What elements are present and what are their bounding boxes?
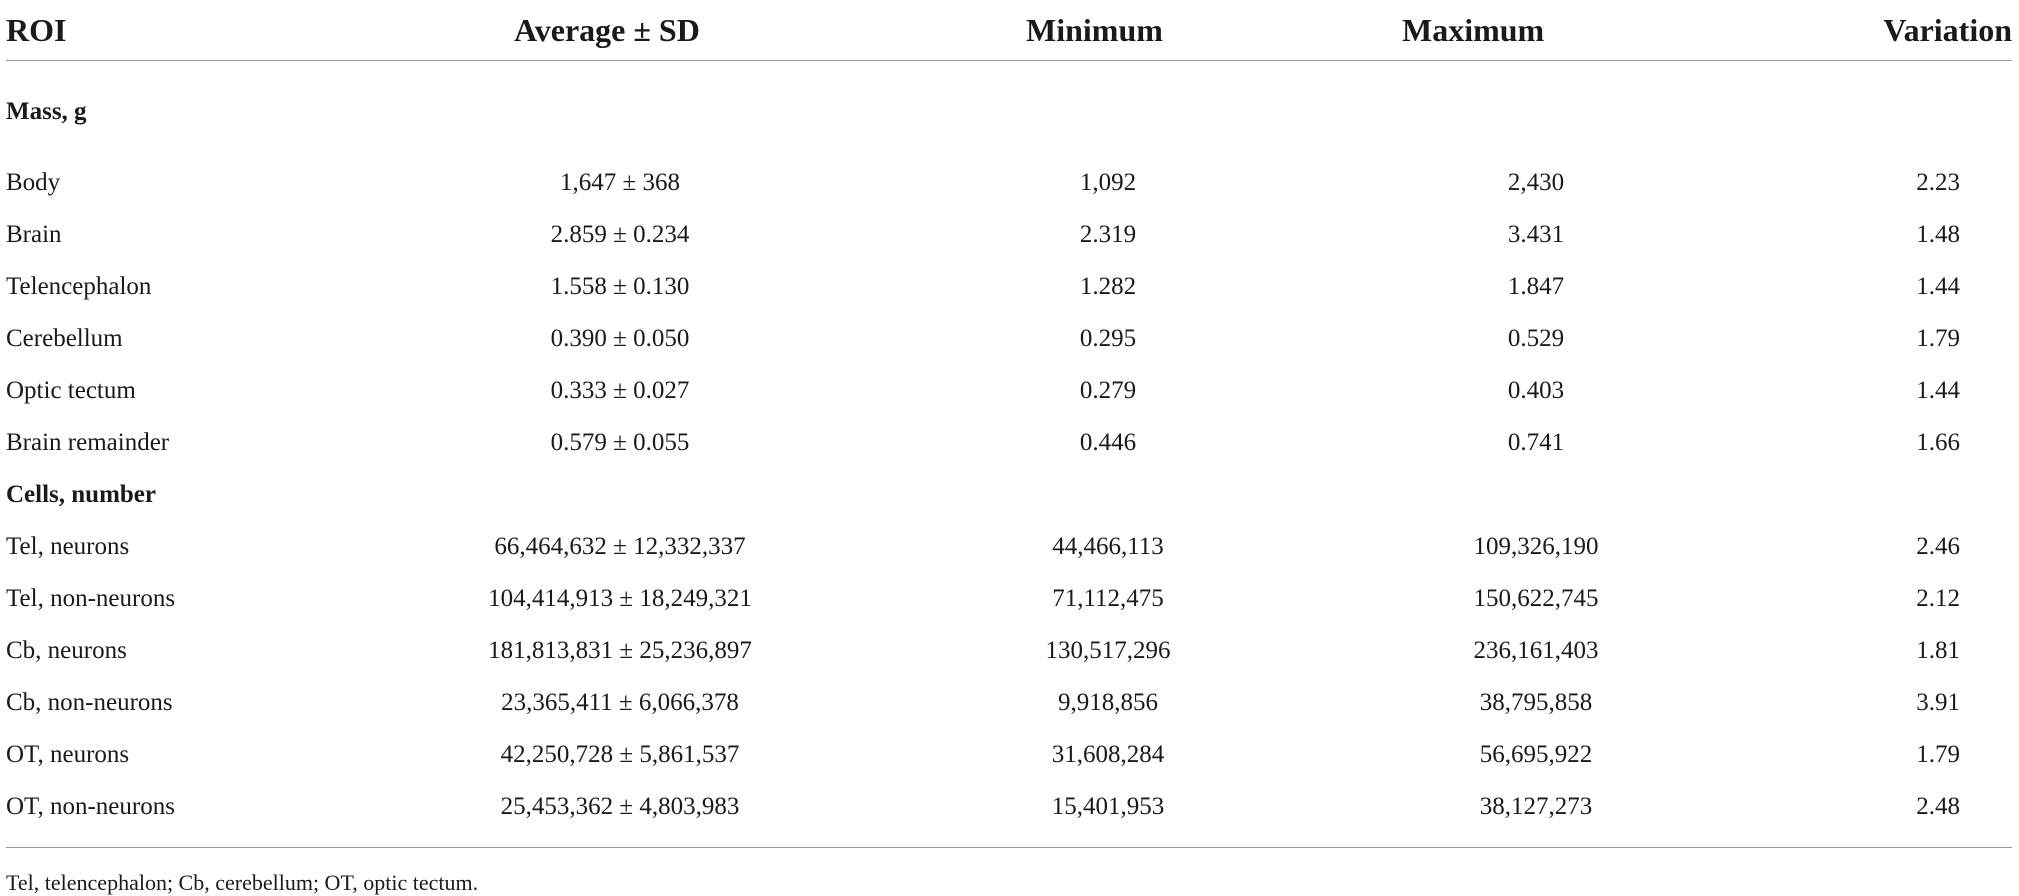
table-bottom-rule xyxy=(6,847,2012,848)
cell-average: 0.333 ± 0.027 xyxy=(550,377,690,404)
cell-variation-container xyxy=(1702,625,2012,677)
cell-average-container xyxy=(356,625,896,677)
table-row xyxy=(6,521,2012,573)
cell-variation-container xyxy=(1702,365,2012,417)
cell-variation-container xyxy=(1702,729,2012,781)
cell-maximum: 3.431 xyxy=(1507,221,1565,248)
cell-roi-container xyxy=(6,209,356,261)
cell-variation: 1.44 xyxy=(1916,377,1960,404)
cell-average-container xyxy=(356,261,896,313)
cell-variation: 1.66 xyxy=(1916,429,1960,456)
cell-roi: OT, non-neurons xyxy=(6,793,175,820)
cell-roi: Cb, neurons xyxy=(6,637,127,664)
section-row xyxy=(6,469,2012,521)
cell-average: 1.558 ± 0.130 xyxy=(550,273,690,300)
cell-minimum: 71,112,475 xyxy=(1052,585,1164,612)
cell-maximum-container xyxy=(1256,677,1702,729)
cell-minimum-container xyxy=(896,625,1256,677)
cell-maximum-container xyxy=(1256,625,1702,677)
table-body xyxy=(6,61,2012,834)
column-header-variation: Variation xyxy=(1702,0,2012,61)
cell-minimum-container xyxy=(896,261,1256,313)
cell-minimum: 1.282 xyxy=(1079,273,1137,300)
cell-variation-container xyxy=(1702,261,2012,313)
table-row xyxy=(6,625,2012,677)
cell-maximum: 38,795,858 xyxy=(1479,689,1593,716)
cell-roi: Brain xyxy=(6,221,62,248)
table-row xyxy=(6,313,2012,365)
cell-roi-container xyxy=(6,573,356,625)
section-title: Cells, number xyxy=(6,481,156,508)
cell-average: 23,365,411 ± 6,066,378 xyxy=(501,689,739,716)
cell-variation-container xyxy=(1702,573,2012,625)
cell-variation: 2.23 xyxy=(1916,169,1960,196)
cell-variation: 1.81 xyxy=(1916,637,1960,664)
data-table-container xyxy=(6,0,2012,896)
cell-minimum-container xyxy=(896,677,1256,729)
column-header-average: Average ± SD xyxy=(356,0,896,61)
cell-minimum-container xyxy=(896,521,1256,573)
cell-maximum: 0.741 xyxy=(1507,429,1565,456)
cell-variation: 1.79 xyxy=(1916,325,1960,352)
cell-variation: 2.12 xyxy=(1916,585,1960,612)
cell-minimum: 44,466,113 xyxy=(1052,533,1164,560)
cell-variation-container xyxy=(1702,677,2012,729)
table-row xyxy=(6,261,2012,313)
cell-maximum: 0.529 xyxy=(1507,325,1565,352)
cell-maximum: 0.403 xyxy=(1507,377,1565,404)
table-footnote: Tel, telencephalon; Cb, cerebellum; OT, optic tectum. xyxy=(6,870,479,895)
cell-average: 25,453,362 ± 4,803,983 xyxy=(500,793,740,820)
cell-variation: 1.44 xyxy=(1916,273,1960,300)
cell-minimum: 1,092 xyxy=(1079,169,1137,196)
cell-roi-container xyxy=(6,781,356,833)
cell-variation-container xyxy=(1702,157,2012,209)
table-row xyxy=(6,365,2012,417)
cell-average-container xyxy=(356,677,896,729)
cell-maximum-container xyxy=(1256,573,1702,625)
cell-average-container xyxy=(356,729,896,781)
table-row xyxy=(6,573,2012,625)
data-table xyxy=(6,0,2012,833)
cell-roi-container xyxy=(6,417,356,469)
cell-maximum-container xyxy=(1256,209,1702,261)
cell-maximum-container xyxy=(1256,781,1702,833)
cell-variation-container xyxy=(1702,313,2012,365)
cell-maximum: 236,161,403 xyxy=(1473,637,1599,664)
cell-average-container xyxy=(356,417,896,469)
cell-minimum: 130,517,296 xyxy=(1045,637,1171,664)
cell-minimum: 0.446 xyxy=(1079,429,1137,456)
cell-minimum-container xyxy=(896,417,1256,469)
cell-minimum: 9,918,856 xyxy=(1058,689,1158,716)
cell-minimum-container xyxy=(896,157,1256,209)
cell-minimum: 2.319 xyxy=(1079,221,1137,248)
cell-maximum-container xyxy=(1256,157,1702,209)
cell-roi-container xyxy=(6,261,356,313)
cell-roi: OT, neurons xyxy=(6,741,130,768)
cell-variation: 2.46 xyxy=(1916,533,1960,560)
cell-roi: Tel, non-neurons xyxy=(6,585,176,612)
cell-average: 66,464,632 ± 12,332,337 xyxy=(494,533,746,560)
table-row xyxy=(6,729,2012,781)
cell-minimum-container xyxy=(896,729,1256,781)
cell-average-container xyxy=(356,365,896,417)
cell-minimum-container xyxy=(896,573,1256,625)
column-header-roi: ROI xyxy=(6,0,356,61)
cell-average-container xyxy=(356,781,896,833)
cell-variation-container xyxy=(1702,781,2012,833)
cell-variation-container xyxy=(1702,209,2012,261)
cell-variation: 1.48 xyxy=(1916,221,1960,248)
header-row xyxy=(6,0,2012,61)
cell-roi: Body xyxy=(6,169,61,196)
cell-maximum-container xyxy=(1256,417,1702,469)
cell-average: 104,414,913 ± 18,249,321 xyxy=(488,585,752,612)
cell-average-container xyxy=(356,573,896,625)
cell-maximum-container xyxy=(1256,261,1702,313)
cell-roi-container xyxy=(6,365,356,417)
cell-average: 0.579 ± 0.055 xyxy=(550,429,690,456)
section-title: Mass, g xyxy=(6,98,87,125)
cell-roi: Brain remainder xyxy=(6,429,170,456)
section-row xyxy=(6,61,2012,158)
cell-average-container xyxy=(356,209,896,261)
cell-minimum-container xyxy=(896,365,1256,417)
cell-average: 181,813,831 ± 25,236,897 xyxy=(488,637,752,664)
cell-maximum-container xyxy=(1256,365,1702,417)
cell-maximum: 2,430 xyxy=(1507,169,1565,196)
table-row xyxy=(6,781,2012,833)
cell-maximum: 109,326,190 xyxy=(1473,533,1599,560)
cell-maximum-container xyxy=(1256,521,1702,573)
cell-average-container xyxy=(356,157,896,209)
table-row xyxy=(6,677,2012,729)
column-header-minimum: Minimum xyxy=(896,0,1256,61)
cell-minimum: 31,608,284 xyxy=(1051,741,1165,768)
cell-maximum-container xyxy=(1256,313,1702,365)
cell-minimum: 0.279 xyxy=(1079,377,1137,404)
cell-maximum: 1.847 xyxy=(1507,273,1565,300)
cell-average: 0.390 ± 0.050 xyxy=(550,325,690,352)
cell-roi-container xyxy=(6,625,356,677)
cell-roi-container xyxy=(6,521,356,573)
cell-maximum: 150,622,745 xyxy=(1473,585,1599,612)
table-row xyxy=(6,417,2012,469)
cell-variation: 1.79 xyxy=(1916,741,1960,768)
cell-roi: Cb, non-neurons xyxy=(6,689,173,716)
cell-minimum: 0.295 xyxy=(1079,325,1137,352)
cell-roi-container xyxy=(6,677,356,729)
cell-roi: Telencephalon xyxy=(6,273,152,300)
table-row xyxy=(6,209,2012,261)
cell-average-container xyxy=(356,521,896,573)
cell-maximum: 56,695,922 xyxy=(1479,741,1593,768)
column-header-maximum: Maximum xyxy=(1256,0,1702,61)
table-row xyxy=(6,157,2012,209)
cell-average: 2.859 ± 0.234 xyxy=(550,221,690,248)
cell-minimum-container xyxy=(896,209,1256,261)
cell-roi: Cerebellum xyxy=(6,325,123,352)
cell-variation: 3.91 xyxy=(1916,689,1960,716)
cell-minimum-container xyxy=(896,313,1256,365)
cell-maximum-container xyxy=(1256,729,1702,781)
cell-variation-container xyxy=(1702,521,2012,573)
cell-roi: Tel, neurons xyxy=(6,533,130,560)
cell-variation: 2.48 xyxy=(1916,793,1960,820)
cell-variation-container xyxy=(1702,417,2012,469)
cell-roi-container xyxy=(6,157,356,209)
cell-roi: Optic tectum xyxy=(6,377,136,404)
cell-average-container xyxy=(356,313,896,365)
cell-roi-container xyxy=(6,313,356,365)
cell-average: 1,647 ± 368 xyxy=(560,169,680,196)
cell-average: 42,250,728 ± 5,861,537 xyxy=(500,741,740,768)
cell-minimum: 15,401,953 xyxy=(1051,793,1165,820)
cell-maximum: 38,127,273 xyxy=(1479,793,1593,820)
cell-roi-container xyxy=(6,729,356,781)
cell-minimum-container xyxy=(896,781,1256,833)
